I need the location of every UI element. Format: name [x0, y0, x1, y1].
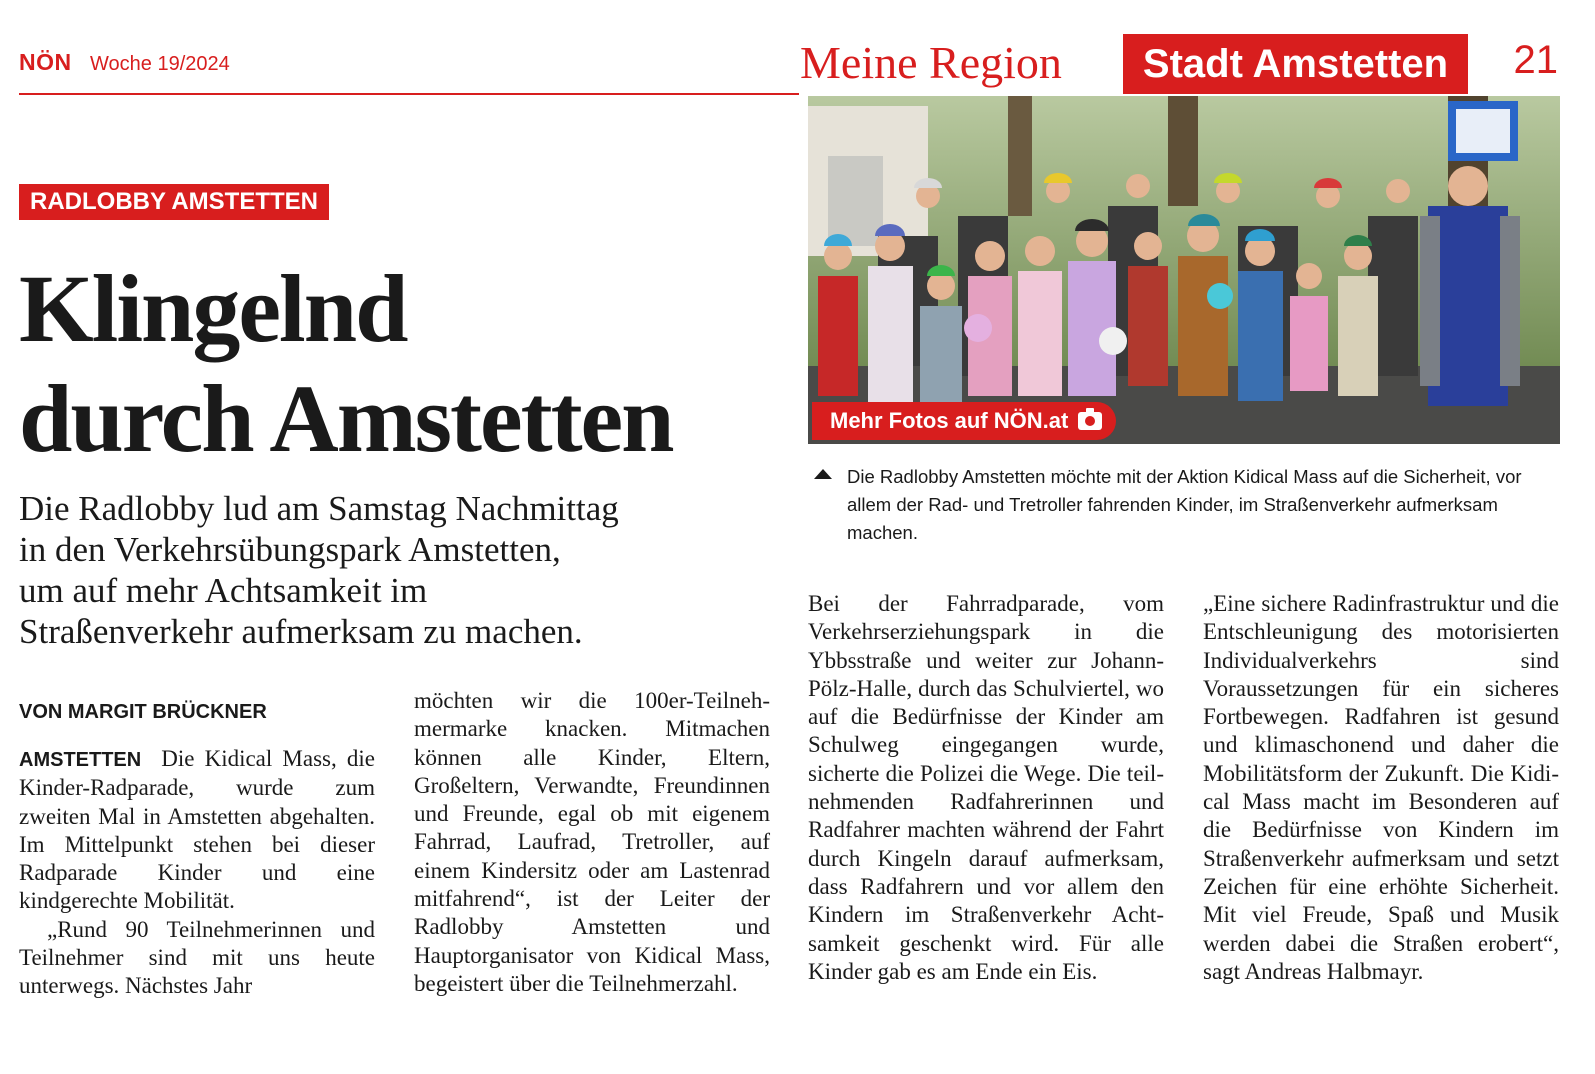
body-paragraph [19, 745, 375, 916]
lead-line: in den Verkehrsübungspark Amstetten, [19, 530, 561, 569]
article-kicker: RADLOBBY AMSTETTEN [19, 184, 329, 220]
body-column-4 [1203, 590, 1559, 986]
body-paragraph: möchten wir die 100er-Teilnehmermarke knacken. Mitmachen können alle Kinder, Eltern, Großeltern, Verwandte, Freundinnen und Freunde, egal ob mit eigenem Fahrrad, Laufrad, Tretroller, auf einem Kindersitz oder am Lastenrad mitfahrend“, ist der Leiter der Radlobby Amstetten und Hauptorganisator von Kidical Mass, begeistert über die Teilnehmerzahl. [414, 688, 770, 996]
article-photo[interactable] [808, 96, 1560, 444]
group-photo-illustration [808, 96, 1560, 444]
body-paragraph: „Rund 90 Teilnehmerinnen und Teilnehmer sind mit uns heute unterwegs. Nächstes Jahr [19, 916, 375, 999]
lead-line: Die Radlobby lud am Samstag Nachmittag [19, 489, 619, 528]
brand-logo: NÖN [19, 49, 72, 75]
section-title: Meine Region [800, 37, 1062, 88]
article-lead [19, 488, 789, 652]
issue-week: Woche 19/2024 [90, 53, 230, 75]
byline: VON MARGIT BRÜCKNER [19, 701, 267, 723]
dateline: AMSTETTEN [19, 749, 142, 771]
lead-line: Straßenverkehr aufmerksam zu machen. [19, 612, 583, 651]
body-paragraph: Bei der Fahrradparade, vom Verkehrserziehungspark in die Ybbsstraße und weiter zur Johann-Pölz-Halle, durch das Schulviertel, wo auf die Bedürfnisse der Kinder am Schulweg eingegangen wurde, sicherte die Polizei die Wege. Die teilnehmenden Radfahrerinnen und Radfahrer machten während der Fahrt durch Kingeln darauf aufmerksam, dass Radfahrern und vor allem den Kindern im Straßenverkehr Achtsamkeit geschenkt wird. Für alle Kinder gab es am Ende ein Eis. [808, 591, 1164, 984]
body-column-1 [19, 745, 375, 1001]
body-paragraph: „Eine sichere Radinfrastruktur und die Entschleunigung des motorisierten Individualverkehrs sind Voraussetzungen für ein sicheres Fortbewegen. Radfahren ist gesund und klimaschonend und daher die Mobilitätsform der Zukunft. Die Kidical Mass macht im Besonderen auf die Bedürfnisse von Kindern im Straßenverkehr aufmerksam und setzt Zeichen für eine erhöhte Sicherheit. Mit viel Freude, Spaß und Musik werden dabei die Straßen erobert“, sagt Andreas Halbmayr. [1203, 591, 1559, 984]
header-rule [19, 93, 799, 95]
more-photos-link[interactable] [812, 402, 1116, 440]
headline-line: durch Amstetten [19, 365, 673, 472]
photo-caption: Die Radlobby Amstetten möchte mit der Aktion Kidical Mass auf die Sicherheit, vor allem der Rad- und Tretroller fahrenden Kinder, im Straßenverkehr aufmerksam machen. [847, 466, 1522, 543]
paragraph-text: Die Kidical Mass, die Kinder-Radparade, wurde zum zweiten Mal in Amstetten abgehalten. Im Mittelpunkt stehen bei dieser Radparade Kinder und eine kindgerechte Mobilität. [19, 746, 375, 914]
caption-arrow-icon [814, 469, 832, 479]
city-label: Stadt Amstetten [1123, 34, 1468, 94]
article-headline [19, 254, 779, 474]
lead-line: um auf mehr Achtsamkeit im [19, 571, 428, 610]
camera-icon [1078, 412, 1102, 430]
more-photos-label: Mehr Fotos auf NÖN.at [830, 408, 1069, 433]
body-column-3 [808, 590, 1164, 986]
body-column-2 [414, 687, 770, 998]
page-number: 21 [1513, 38, 1558, 82]
headline-line: Klingelnd [19, 255, 407, 362]
